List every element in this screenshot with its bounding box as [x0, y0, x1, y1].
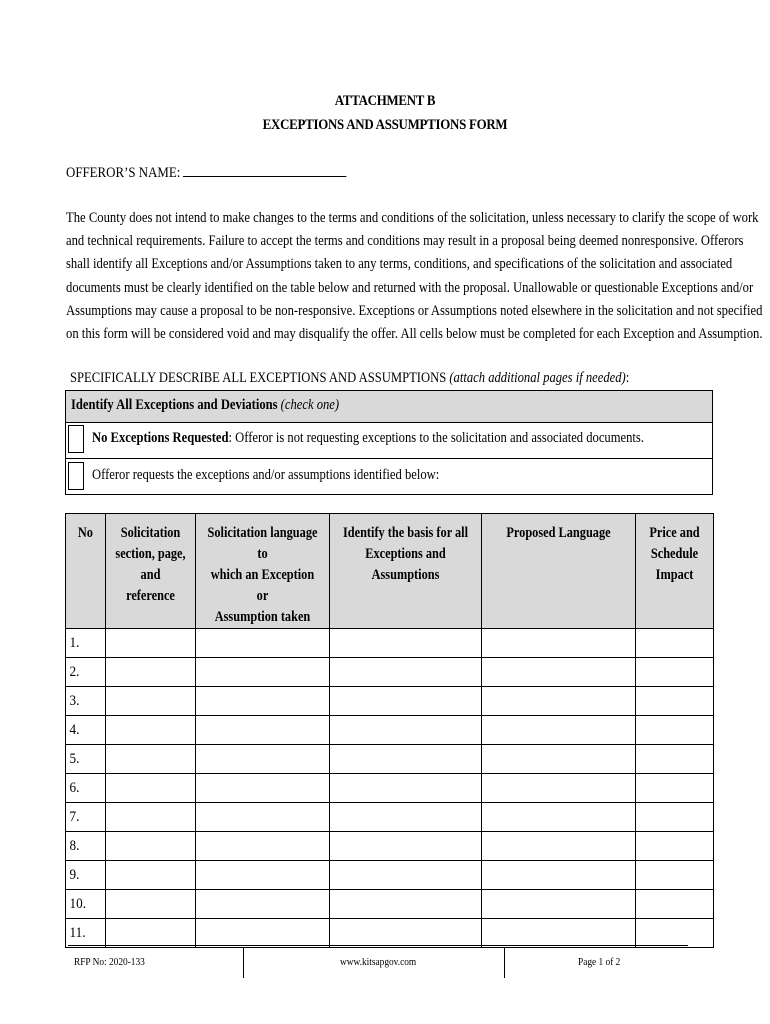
- entry-cell[interactable]: [106, 890, 196, 919]
- column-header: [196, 514, 330, 629]
- entry-cell[interactable]: [196, 774, 330, 803]
- row-number: 5.: [69, 750, 80, 767]
- table-row: [66, 716, 714, 745]
- entry-cell[interactable]: [636, 832, 714, 861]
- column-header-line: Impact: [655, 567, 694, 583]
- column-header: [330, 514, 482, 629]
- row-number: 2.: [69, 663, 80, 680]
- entry-cell[interactable]: [636, 774, 714, 803]
- footer-divider: [243, 947, 244, 978]
- row-number-cell: [66, 774, 106, 803]
- no-exceptions-checkbox[interactable]: [68, 425, 84, 453]
- row-number-cell: [66, 803, 106, 832]
- entry-cell[interactable]: [330, 745, 482, 774]
- offeror-name-field: [66, 164, 346, 182]
- offeror-name-blank[interactable]: [183, 164, 346, 177]
- row-number-cell: [66, 658, 106, 687]
- row-number: 10.: [69, 895, 87, 912]
- column-header-label: [113, 514, 189, 607]
- column-header-line: Identify the basis for all: [342, 525, 469, 541]
- row-number-cell: [66, 745, 106, 774]
- row-number-cell: [66, 919, 106, 948]
- entry-cell[interactable]: [196, 716, 330, 745]
- page-footer: [68, 945, 688, 978]
- entry-cell[interactable]: [482, 832, 636, 861]
- entry-cell[interactable]: [106, 629, 196, 658]
- entry-cell[interactable]: [106, 745, 196, 774]
- footer-rfp-number: RFP No: 2020-133: [74, 956, 145, 968]
- entry-cell[interactable]: [636, 716, 714, 745]
- row-number-cell: [66, 716, 106, 745]
- entry-cell[interactable]: [482, 745, 636, 774]
- entry-cell[interactable]: [330, 774, 482, 803]
- entry-cell[interactable]: [330, 890, 482, 919]
- entry-cell[interactable]: [482, 919, 636, 948]
- offeror-name-label: OFFEROR’S NAME:: [66, 165, 181, 181]
- row-number: 8.: [69, 837, 80, 854]
- table-row: [66, 774, 714, 803]
- specific-note: (attach additional pages if needed): [449, 370, 626, 386]
- intro-line: shall identify all Exceptions and/or Assumptions taken to any terms, conditions, and specifications of the solicitation and associated: [66, 256, 733, 273]
- identify-heading-note: (check one): [277, 397, 340, 413]
- entry-cell[interactable]: [636, 629, 714, 658]
- intro-paragraph: [66, 207, 763, 346]
- row-number: 1.: [69, 634, 80, 651]
- no-exceptions-label: [92, 430, 644, 447]
- entry-cell[interactable]: [482, 803, 636, 832]
- table-row: [66, 658, 714, 687]
- intro-line: on this form will be considered void and may disqualify the offer. All cells below must be completed for each Exception and Assumption.: [66, 326, 763, 343]
- option-no-exceptions: [66, 422, 712, 459]
- form-title: EXCEPTIONS AND ASSUMPTIONS FORM: [262, 117, 508, 133]
- exceptions-table: [65, 513, 714, 948]
- table-header-row: [66, 514, 714, 629]
- entry-cell[interactable]: [636, 803, 714, 832]
- table-row: [66, 861, 714, 890]
- specific-text: SPECIFICALLY DESCRIBE ALL EXCEPTIONS AND ASSUMPTIONS: [70, 370, 450, 386]
- column-header-line: No: [77, 525, 93, 541]
- entry-cell[interactable]: [330, 658, 482, 687]
- entry-cell[interactable]: [196, 658, 330, 687]
- entry-cell[interactable]: [196, 803, 330, 832]
- entry-cell[interactable]: [482, 890, 636, 919]
- identify-header: [66, 391, 712, 423]
- column-header-label: [493, 514, 623, 544]
- footer-divider: [504, 947, 505, 978]
- entry-cell[interactable]: [196, 629, 330, 658]
- intro-line: Assumptions may cause a proposal to be non-responsive. Exceptions or Assumptions noted elsewhere in the solicitation and not specified: [66, 302, 763, 319]
- row-number: 6.: [69, 779, 80, 796]
- footer-page-number: Page 1 of 2: [578, 956, 621, 968]
- column-header-line: which an Exception or: [210, 567, 315, 604]
- entry-cell[interactable]: [106, 716, 196, 745]
- entry-cell[interactable]: [482, 629, 636, 658]
- identify-heading-bold: Identify All Exceptions and Deviations: [71, 397, 278, 413]
- entry-cell[interactable]: [330, 919, 482, 948]
- entry-cell[interactable]: [106, 803, 196, 832]
- table-row: [66, 745, 714, 774]
- intro-line: documents must be clearly identified on the table below and returned with the proposal. Unallowable or questionable Exceptions and/or: [66, 279, 754, 296]
- entry-cell[interactable]: [636, 861, 714, 890]
- row-number: 7.: [69, 808, 80, 825]
- entry-cell[interactable]: [106, 658, 196, 687]
- column-header: [66, 514, 106, 629]
- entry-cell[interactable]: [482, 861, 636, 890]
- table-row: [66, 803, 714, 832]
- option-exceptions-requested: [66, 459, 712, 495]
- entry-cell[interactable]: [106, 861, 196, 890]
- entry-cell[interactable]: [482, 658, 636, 687]
- row-number-cell: [66, 890, 106, 919]
- entry-cell[interactable]: [330, 716, 482, 745]
- entry-cell[interactable]: [196, 687, 330, 716]
- column-header-line: Solicitation language to: [207, 525, 318, 562]
- row-number-cell: [66, 629, 106, 658]
- entry-cell[interactable]: [330, 803, 482, 832]
- column-header-line: Proposed Language: [506, 525, 611, 541]
- table-row: [66, 890, 714, 919]
- column-header-line: Solicitation: [120, 525, 181, 541]
- entry-cell[interactable]: [330, 629, 482, 658]
- exceptions-requested-label: Offeror requests the exceptions and/or assumptions identified below:: [92, 467, 440, 483]
- no-exceptions-rest: : Offeror is not requesting exceptions to the solicitation and associated documents.: [228, 430, 644, 446]
- table-row: [66, 629, 714, 658]
- entry-cell[interactable]: [196, 919, 330, 948]
- row-number-cell: [66, 832, 106, 861]
- entry-cell[interactable]: [330, 687, 482, 716]
- attachment-title: ATTACHMENT B: [334, 93, 436, 109]
- row-number: 3.: [69, 692, 80, 709]
- column-header-line: section, page, and: [115, 546, 186, 583]
- column-header: [636, 514, 714, 629]
- entry-cell[interactable]: [196, 861, 330, 890]
- intro-line: and technical requirements. Failure to accept the terms and conditions may result in a proposal being deemed nonresponsive. Offerors: [66, 233, 744, 250]
- no-exceptions-bold: No Exceptions Requested: [92, 430, 229, 446]
- entry-cell[interactable]: [330, 861, 482, 890]
- entry-cell[interactable]: [636, 745, 714, 774]
- entry-cell[interactable]: [106, 687, 196, 716]
- entry-cell[interactable]: [636, 919, 714, 948]
- column-header-line: Assumption taken: [214, 609, 311, 625]
- entry-cell[interactable]: [106, 919, 196, 948]
- identify-heading: [71, 397, 339, 414]
- row-number-cell: [66, 861, 106, 890]
- column-header-label: [206, 514, 319, 628]
- entry-cell[interactable]: [196, 832, 330, 861]
- column-header-line: Exceptions and Assumptions: [365, 546, 446, 583]
- column-header-label: [642, 514, 707, 586]
- entry-cell[interactable]: [636, 658, 714, 687]
- exceptions-requested-checkbox[interactable]: [68, 462, 84, 490]
- row-number: 11.: [69, 924, 86, 941]
- table-row: [66, 919, 714, 948]
- row-number-cell: [66, 687, 106, 716]
- column-header-label: [341, 514, 469, 586]
- row-number: 4.: [69, 721, 80, 738]
- row-number: 9.: [69, 866, 80, 883]
- entry-cell[interactable]: [482, 716, 636, 745]
- column-header-line: reference: [126, 588, 175, 604]
- entry-cell[interactable]: [482, 687, 636, 716]
- column-header: [106, 514, 196, 629]
- entry-cell[interactable]: [482, 774, 636, 803]
- entry-cell[interactable]: [196, 745, 330, 774]
- table-row: [66, 832, 714, 861]
- entry-cell[interactable]: [106, 774, 196, 803]
- intro-line: The County does not intend to make changes to the terms and conditions of the solicitation, unless necessary to clarify the scope of work: [66, 210, 759, 226]
- entry-cell[interactable]: [196, 890, 330, 919]
- column-header: [482, 514, 636, 629]
- entry-cell[interactable]: [330, 832, 482, 861]
- entry-cell[interactable]: [106, 832, 196, 861]
- identify-exceptions-box: [65, 390, 713, 495]
- specific-instruction: [70, 370, 629, 387]
- table-row: [66, 687, 714, 716]
- column-header-line: Schedule: [650, 546, 699, 562]
- footer-website: www.kitsapgov.com: [340, 956, 417, 968]
- entry-cell[interactable]: [636, 687, 714, 716]
- specific-colon: :: [625, 370, 630, 386]
- column-header-label: [66, 514, 99, 544]
- column-header-line: Price and: [649, 525, 700, 541]
- entry-cell[interactable]: [636, 890, 714, 919]
